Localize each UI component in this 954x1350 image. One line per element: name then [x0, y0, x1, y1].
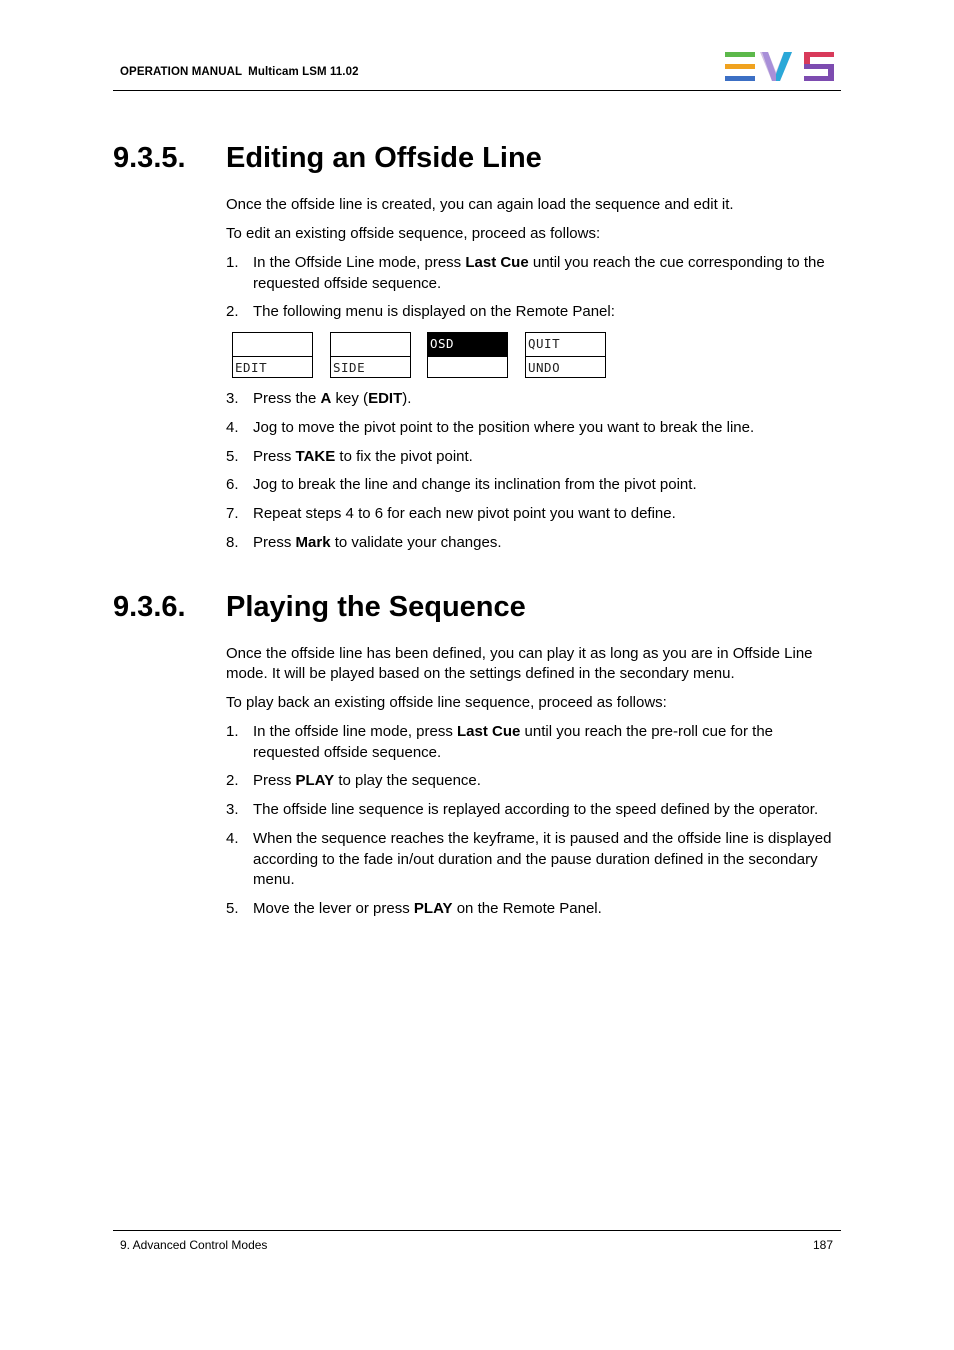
product-label: Multicam LSM 11.02 — [248, 66, 359, 78]
evs-logo — [724, 52, 836, 82]
section-title: Playing the Sequence — [226, 591, 526, 623]
list-item: 1. In the offside line mode, press Last Cue until you reach the pre-roll cue for the requested offside sequence. — [226, 723, 774, 761]
header-divider — [113, 90, 841, 91]
list-item: 2. Press PLAY to play the sequence. — [226, 772, 481, 789]
footer-chapter: 9. Advanced Control Modes — [120, 1238, 268, 1252]
paragraph: To play back an existing offside line sequence, proceed as follows: — [226, 694, 667, 711]
manual-label: OPERATION MANUAL — [120, 66, 243, 78]
panel-key-d — [525, 332, 606, 378]
paragraph: Once the offside line has been defined, you can play it as long as you are in Offside Line mode. It will be played based on the settings defined in the secondary menu. — [226, 645, 813, 682]
list-item: 3. The offside line sequence is replayed according to the speed defined by the operator. — [226, 801, 819, 818]
paragraph: To edit an existing offside sequence, proceed as follows: — [226, 225, 601, 242]
running-header — [120, 66, 359, 78]
panel-key-b — [330, 332, 411, 378]
list-item: 2. The following menu is displayed on the Remote Panel: — [226, 303, 615, 320]
key-bottom-label: SIDE — [331, 356, 410, 379]
section-number: 9.3.6. — [113, 591, 186, 623]
key-top-label — [233, 333, 312, 356]
list-item: 5. Move the lever or press PLAY on the Remote Panel. — [226, 900, 602, 917]
section-heading-editing — [113, 142, 542, 175]
list-item: 5. Press TAKE to fix the pivot point. — [226, 448, 473, 465]
footer-divider — [113, 1230, 841, 1231]
list-item: 7. Repeat steps 4 to 6 for each new pivot point you want to define. — [226, 505, 676, 522]
list-item: 6. Jog to break the line and change its inclination from the pivot point. — [226, 476, 697, 493]
key-top-label — [331, 333, 410, 356]
key-top-label: OSD — [428, 333, 507, 356]
panel-key-c — [427, 332, 508, 378]
page-number: 187 — [812, 1238, 833, 1252]
list-item: 4. When the sequence reaches the keyframe, it is paused and the offside line is displayed according to the fade in/out duration and the pause duration defined in the secondary menu. — [226, 830, 832, 888]
section-title: Editing an Offside Line — [226, 142, 542, 174]
key-top-label: QUIT — [528, 336, 561, 351]
list-item: 1. In the Offside Line mode, press Last Cue until you reach the cue corresponding to the requested offside sequence. — [226, 254, 825, 292]
key-bottom-label: EDIT — [233, 356, 312, 379]
list-item: 4. Jog to move the pivot point to the position where you want to break the line. — [226, 419, 755, 436]
key-bottom-label — [428, 356, 507, 379]
paragraph: Once the offside line is created, you can again load the sequence and edit it. — [226, 196, 734, 213]
list-item: 8. Press Mark to validate your changes. — [226, 534, 502, 551]
panel-key-a — [232, 332, 313, 378]
list-item: 3. Press the A key (EDIT). — [226, 390, 412, 407]
key-bottom-label: UNDO — [526, 356, 605, 379]
section-heading-playing — [113, 591, 526, 624]
section-number: 9.3.5. — [113, 142, 186, 174]
